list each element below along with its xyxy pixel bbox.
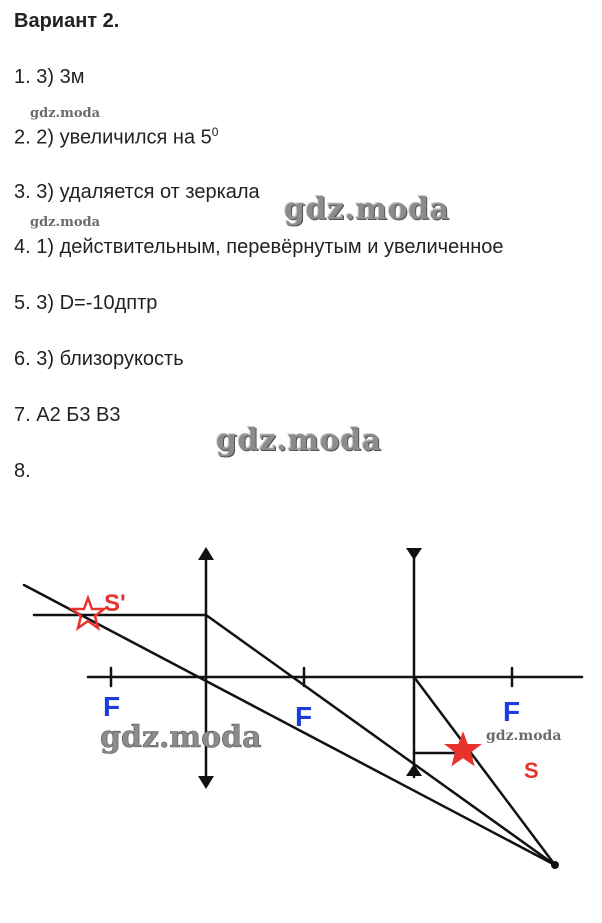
answer-2-text: 2. 2) увеличился на 5 (14, 126, 212, 149)
answer-2-superscript: 0 (211, 125, 219, 139)
answer-6: 6. 3) близорукость (14, 348, 184, 370)
answer-4: 4. 1) действительным, перевёрнутым и увеличенное (14, 236, 504, 258)
watermark-large: gdz.moda (216, 423, 382, 458)
watermark-small: gdz.moda (30, 215, 101, 230)
ray-convergence-point (551, 861, 559, 869)
watermark-small: gdz.moda (30, 106, 101, 121)
answer-1: 1. 3) 3м (14, 66, 85, 88)
answer-7: 7. А2 Б3 В3 (14, 404, 121, 426)
lens-2-arrow-top (406, 548, 422, 560)
label-f: F (295, 701, 313, 732)
watermark-small: gdz.moda (486, 728, 562, 744)
answer-5: 5. 3) D=-10дптр (14, 292, 158, 314)
label-s-prime: S' (104, 590, 126, 617)
answer-8: 8. (14, 460, 31, 482)
label-f: F (503, 696, 521, 727)
image-star-icon (447, 734, 479, 764)
lens-2-arrow-bottom (406, 764, 422, 776)
lens-1-arrow-bottom (198, 776, 214, 789)
answer-3: 3. 3) удаляется от зеркала (14, 181, 260, 203)
variant-title: Вариант 2. (14, 10, 120, 32)
lens-1-arrow-top (198, 547, 214, 560)
label-f: F (103, 691, 121, 722)
label-s: S (524, 758, 539, 783)
watermark-large: gdz.moda (100, 720, 262, 755)
watermark-large: gdz.moda (284, 192, 450, 227)
